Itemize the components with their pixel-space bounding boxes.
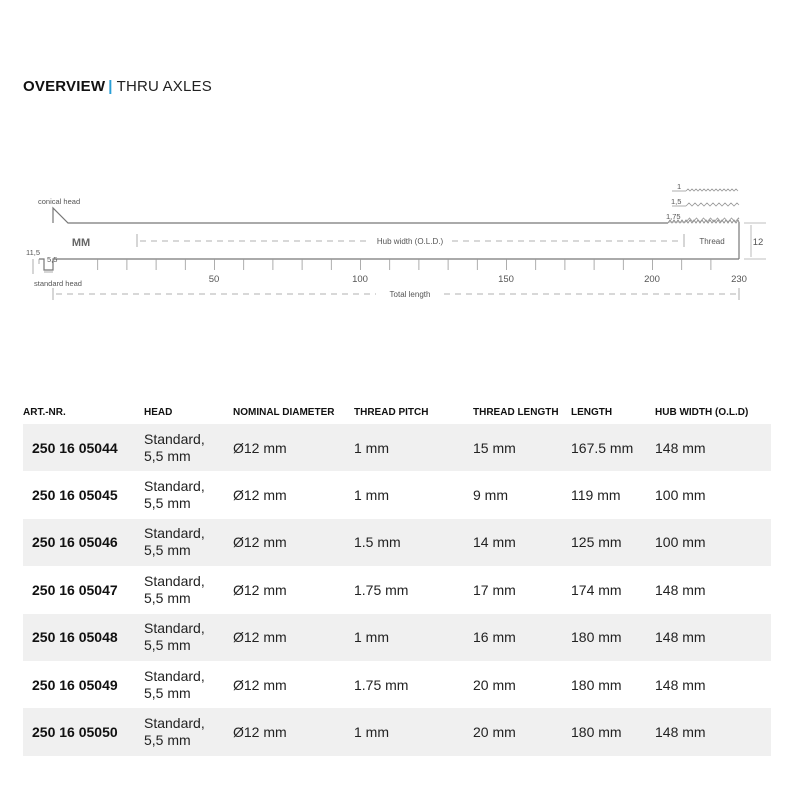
thread-length-cell: 17 mm [473,581,516,598]
thread-length-cell: 20 mm [473,676,516,693]
head-cell [144,519,233,566]
scale-label-150: 150 [498,274,514,285]
length-cell: 180 mm [571,708,655,755]
length-cell: 119 mm [571,487,621,504]
art-nr-cell: 250 16 05049 [32,676,118,693]
column-header-thread-pitch: THREAD PITCH [354,407,429,418]
table-header-row [23,400,771,424]
head-type: Standard, [144,667,205,684]
length-cell: 167.5 mm [571,424,655,471]
thread-pitch-cell: 1.75 mm [354,581,409,598]
head-size: 5,5 mm [144,447,191,464]
head-cell [144,708,233,755]
head-size: 5,5 mm [144,637,191,654]
length-cell: 180 mm [571,614,655,661]
hub-width-cell: 148 mm [655,614,771,661]
head-type: Standard, [144,572,205,589]
hub-width-cell: 100 mm [655,487,706,504]
thread-pitch-cell: 1 mm [354,424,473,471]
standard-head-label: standard head [34,279,82,288]
hub-width-cell: 148 mm [655,708,771,755]
table-row [23,708,771,755]
head-cell [144,471,233,518]
length-cell: 180 mm [571,676,622,693]
column-header-head: HEAD [144,407,173,418]
thread-length-cell: 16 mm [473,614,571,661]
table-row [23,661,771,708]
column-header-hub-width: HUB WIDTH (O.L.D) [655,407,749,418]
head-type: Standard, [144,478,205,495]
column-header-thread-length: THREAD LENGTH [473,407,559,418]
head-size: 5,5 mm [144,589,191,606]
head-size: 5,5 mm [144,495,191,512]
thread-length-cell: 20 mm [473,708,571,755]
axle-outline [53,208,668,223]
head-type: Standard, [144,715,205,732]
head-size: 5,5 mm [144,732,191,749]
pitch-1-label: 1 [677,182,682,191]
column-header-art-nr: ART.-NR. [23,407,66,418]
axle-diagram [0,160,800,310]
table-row [23,566,771,613]
title-light: THRU AXLES [116,78,212,95]
title-strong: OVERVIEW [23,78,106,95]
art-nr-cell: 250 16 05047 [32,581,118,598]
diameter-cell: Ø12 mm [233,519,354,566]
head-height-label: 11,5 [26,248,41,257]
diameter-cell: Ø12 mm [233,581,287,598]
art-nr-cell: 250 16 05050 [23,708,144,755]
column-header-nominal-diameter: NOMINAL DIAMETER [233,407,335,418]
thread-length-cell: 15 mm [473,424,571,471]
head-cell [144,661,233,708]
thread-pitch-cell: 1 mm [354,614,473,661]
diameter-cell: Ø12 mm [233,424,354,471]
thread-length-cell: 14 mm [473,519,571,566]
thread-pitch-cell: 1 mm [354,708,473,755]
unit-label: MM [71,237,91,249]
art-nr-cell: 250 16 05046 [23,519,144,566]
column-header-length: LENGTH [571,407,613,418]
head-type: Standard, [144,620,205,637]
table-row [23,424,771,471]
length-cell: 125 mm [571,519,655,566]
thread-pitch-cell: 1 mm [354,487,389,504]
diameter-label: 12 [752,237,764,248]
art-nr-cell: 250 16 05045 [32,487,118,504]
hub-width-cell: 148 mm [655,676,706,693]
art-nr-cell: 250 16 05048 [23,614,144,661]
head-length-label: 5,5 [47,255,58,264]
scale-label-100: 100 [352,274,368,285]
title-separator: | [108,78,113,95]
total-length-label: Total length [389,290,431,299]
diameter-cell: Ø12 mm [233,614,354,661]
head-cell [144,424,233,471]
table-row [23,519,771,566]
head-cell [144,566,233,613]
diameter-cell: Ø12 mm [233,708,354,755]
conical-head-label: conical head [38,197,81,206]
art-nr-cell: 250 16 05044 [23,424,144,471]
scale-ticks [98,259,711,270]
pitch-1-75-label: 1,75 [666,212,681,221]
thread-pitch-cell: 1.75 mm [354,676,409,693]
hub-width-label: Hub width (O.L.D.) [376,237,444,246]
scale-label-200: 200 [644,274,660,285]
thread-pitch-samples [666,182,739,222]
diameter-cell: Ø12 mm [233,487,287,504]
spec-table [23,400,771,756]
head-size: 5,5 mm [144,684,191,701]
scale-label-50: 50 [208,274,220,285]
hub-width-cell: 148 mm [655,581,706,598]
diameter-cell: Ø12 mm [233,676,287,693]
hub-width-cell: 148 mm [655,424,771,471]
head-size: 5,5 mm [144,542,191,559]
table-row [23,614,771,661]
thread-label: Thread [699,237,725,246]
table-row [23,471,771,518]
scale-label-230: 230 [731,274,747,285]
page-title [23,78,212,95]
head-cell [144,614,233,661]
head-type: Standard, [144,430,205,447]
axle-bottom-line [39,259,739,270]
hub-width-cell: 100 mm [655,519,771,566]
head-type: Standard, [144,525,205,542]
thread-length-cell: 9 mm [473,487,508,504]
length-cell: 174 mm [571,581,622,598]
pitch-1-5-label: 1,5 [671,197,682,206]
thread-pitch-cell: 1.5 mm [354,519,473,566]
